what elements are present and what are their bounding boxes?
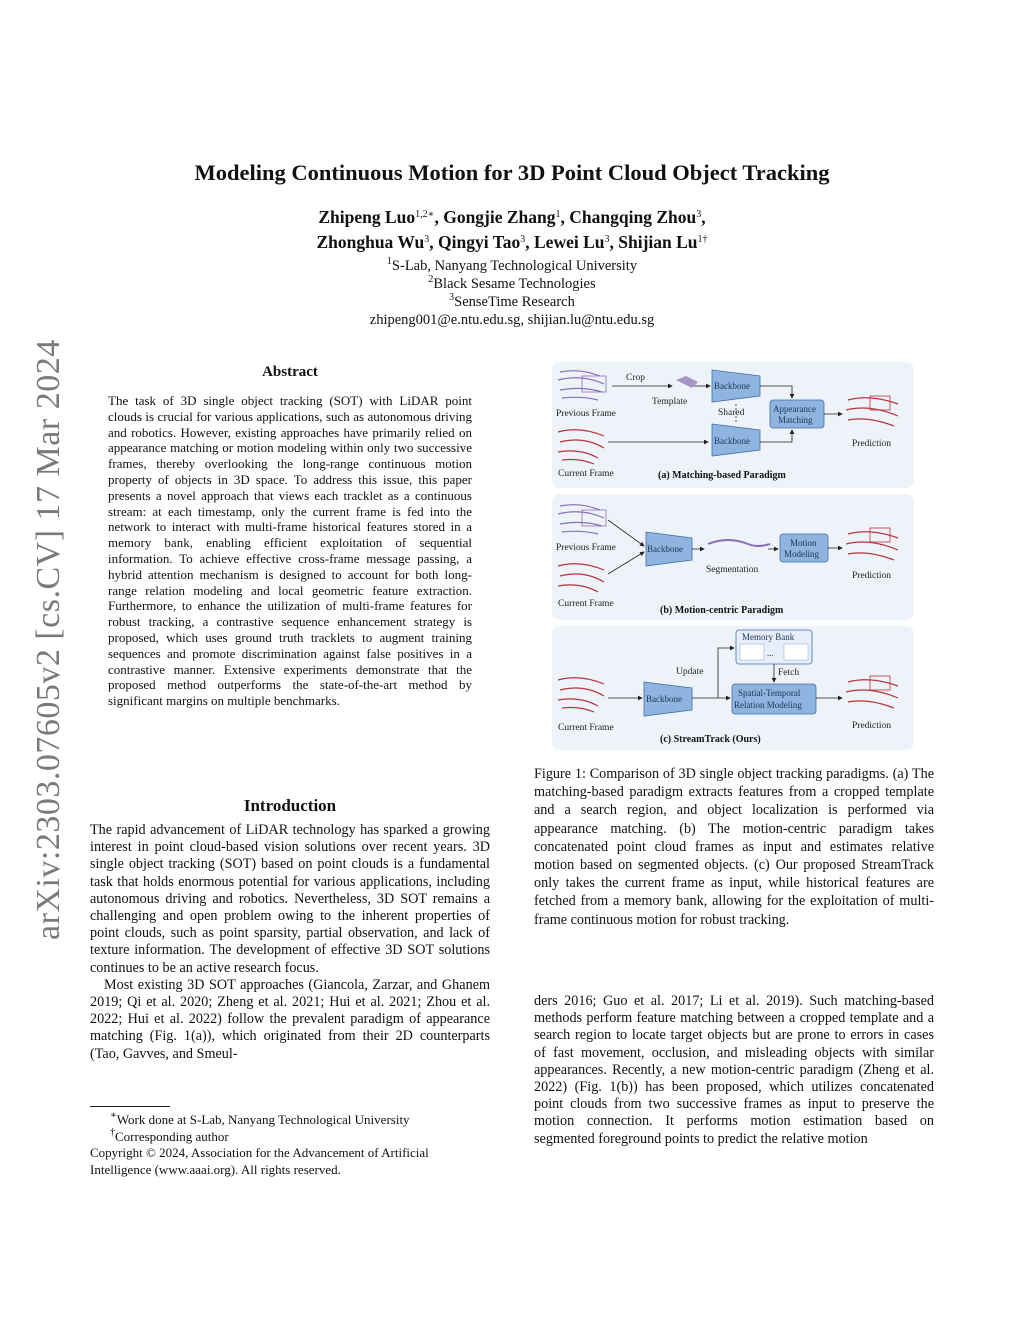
label-segmentation: Segmentation [706, 565, 759, 575]
author-affil-mark: 1† [697, 234, 708, 245]
memory-slot [740, 644, 764, 660]
author-affil-mark: 3 [696, 209, 702, 220]
author-affil-mark: 3 [520, 234, 526, 245]
label-spatial-temporal: Spatial-Temporal [738, 688, 801, 698]
label-shared: Shared [718, 408, 745, 418]
caption-panel-c: (c) StreamTrack (Ours) [660, 734, 761, 745]
author-name: , Qingyi Tao [429, 232, 521, 252]
label-update: Update [676, 667, 704, 677]
label-backbone-bottom-a: Backbone [714, 436, 750, 446]
copyright-notice: Copyright © 2024, Association for the Advancement of Artificial Intelligence (www.aaai.org). All rights reserved. [90, 1145, 429, 1177]
caption-panel-b: (b) Motion-centric Paradigm [660, 605, 784, 616]
footnote-text: Corresponding author [115, 1128, 229, 1144]
affil-name: S-Lab, Nanyang Technological University [391, 258, 638, 274]
label-backbone-c: Backbone [646, 694, 682, 704]
author-line-2 [0, 230, 1024, 255]
figure-1-caption: Figure 1: Comparison of 3D single object tracking paradigms. (a) The matching-based paradigm extracts features from a cropped template and a search region, and object localization is performed via appearance matching. (b) The motion-centric paradigm takes concatenated point cloud frames as input and estimates relative motion based on segmented objects. (c) Our proposed StreamTrack only takes the current frame as input, while historical features are fetched from a memory bank, allowing for the exploitation of multi-frame continuous motion for robust tracking. [534, 766, 934, 928]
footnote-1 [90, 1112, 490, 1129]
affil-mark: 1 [386, 256, 392, 267]
introduction-heading: Introduction [243, 796, 337, 815]
author-affil-mark: 1 [555, 209, 561, 220]
author-name: Zhipeng Luo [318, 207, 416, 227]
author-line-1 [0, 205, 1024, 230]
label-previous-frame-a: Previous Frame [556, 409, 616, 419]
memory-slot [784, 644, 808, 660]
label-memory-dots: ... [767, 648, 774, 658]
abstract-heading: Abstract [262, 364, 318, 380]
label-current-frame-c: Current Frame [558, 723, 614, 733]
affiliation-list [0, 257, 1024, 329]
label-previous-frame-b: Previous Frame [556, 543, 616, 553]
author-list [0, 205, 1024, 255]
label-prediction-b: Prediction [852, 571, 892, 581]
paper-title: Modeling Continuous Motion for 3D Point Cloud Object Tracking [194, 160, 830, 185]
figure-1-diagram [552, 360, 916, 752]
footnote-mark: ∗ [110, 1110, 117, 1121]
affil-mark: 2 [428, 274, 434, 285]
label-prediction-a: Prediction [852, 439, 892, 449]
figure-1 [552, 360, 916, 752]
author-separator: , [701, 207, 706, 227]
affil-name: SenseTime Research [454, 294, 575, 310]
right-column-text: ders 2016; Guo et al. 2017; Li et al. 2019). Such matching-based methods perform feature matching between a cropped template and a search region to locate target objects but are prone to errors in cases of fast movement, occlusion, and misleading objects with similar appearances. Recently, a new motion-centric paradigm (Zheng et al. 2022) (Fig. 1(b)) has been proposed, which utilizes concatenated point clouds from two successive frames as input to preserve the motion connection. It performs motion estimation based on segmented foreground points to predict the relative motion [534, 993, 934, 1147]
author-affil-mark: 1,2∗ [415, 209, 435, 220]
label-relation-modeling: Relation Modeling [734, 700, 802, 710]
intro-paragraph-2: Most existing 3D SOT approaches (Giancola, Zarzar, and Ghanem 2019; Qi et al. 2020; Zheng et al. 2021; Hui et al. 2021; Zhou et al. 2022; Hui et al. 2022) follow the prevalent paradigm of appearance matching (Fig. 1(a)), which originated from their 2D counterparts (Tao, Gavves, and Smeul- [90, 976, 490, 1062]
author-name: Zhonghua Wu [316, 232, 425, 252]
footnote-text: Work done at S-Lab, Nanyang Technological University [116, 1112, 410, 1127]
label-backbone-top-a: Backbone [714, 381, 750, 391]
footnote-2 [90, 1126, 490, 1146]
arxiv-identifier: arXiv:2303.07605v2 [cs.CV] 17 Mar 2024 [30, 339, 67, 940]
author-name: , Lewei Lu [525, 232, 605, 252]
label-modeling: Modeling [784, 549, 819, 559]
abstract-text: The task of 3D single object tracking (SOT) with LiDAR point clouds is crucial for various applications, such as autonomous driving and robotics. However, existing approaches have primarily relied on appearance matching or motion modeling within only two successive frames, thereby overlooking the long-range continuous motion property of objects in 3D space. To address this issue, this paper presents a novel approach that views each tracklet as a continuous stream: at each timestamp, only the current frame is fed into the network to interact with multi-frame historical features stored in a memory bank, enabling efficient exploitation of sequential information. To achieve effective cross-frame message passing, a hybrid attention mechanism is designed to account for both long-range relation modeling and local geometric feature extraction. Furthermore, to enhance the utilization of multi-frame features for robust tracking, a contrastive sequence enhancement strategy is proposed, which uses ground truth tracklets to augment training sequences and promote discrimination against false positives in a contrastive manner. Extensive experiments demonstrate that the proposed method outperforms the state-of-the-art method by significant margins on multiple benchmarks. [108, 393, 472, 709]
label-backbone-b: Backbone [647, 544, 683, 554]
footnote-mark: † [110, 1126, 115, 1138]
label-prediction-c: Prediction [852, 721, 892, 731]
author-name: , Gongjie Zhang [434, 207, 556, 227]
label-crop: Crop [626, 373, 645, 383]
author-name: , Shijian Lu [609, 232, 698, 252]
label-current-frame-a: Current Frame [558, 469, 614, 479]
label-fetch: Fetch [778, 668, 800, 678]
footnotes [90, 1112, 490, 1178]
affil-mark: 3 [449, 292, 455, 303]
affiliation-3 [0, 293, 1024, 311]
introduction-body [90, 822, 490, 1063]
label-appearance: Appearance [773, 404, 816, 414]
affiliation-1 [0, 257, 1024, 275]
label-matching: Matching [778, 415, 813, 425]
intro-paragraph-1: The rapid advancement of LiDAR technology has sparked a growing interest in point cloud-based vision solutions over recent years. 3D single object tracking (SOT) based on point clouds is a fundamental task that holds enormous potential for various applications, including autonomous driving and robotics. Nevertheless, 3D SOT remains a challenging and open problem owing to the inherent properties of point clouds, such as point sparsity, partial observation, and lack of texture information. The development of effective 3D SOT solutions continues to be an active research focus. [90, 822, 490, 976]
footnote-rule [90, 1106, 170, 1107]
affiliation-2 [0, 275, 1024, 293]
label-motion: Motion [790, 538, 817, 548]
contact-email[interactable]: zhipeng001@e.ntu.edu.sg, shijian.lu@ntu.edu.sg [369, 312, 655, 328]
label-current-frame-b: Current Frame [558, 599, 614, 609]
caption-panel-a: (a) Matching-based Paradigm [658, 470, 786, 481]
label-template: Template [652, 397, 688, 407]
author-name: , Changqing Zhou [560, 207, 697, 227]
author-affil-mark: 3 [604, 234, 610, 245]
author-affil-mark: 3 [424, 234, 430, 245]
affil-name: Black Sesame Technologies [433, 276, 596, 292]
label-memory-bank: Memory Bank [742, 632, 795, 642]
